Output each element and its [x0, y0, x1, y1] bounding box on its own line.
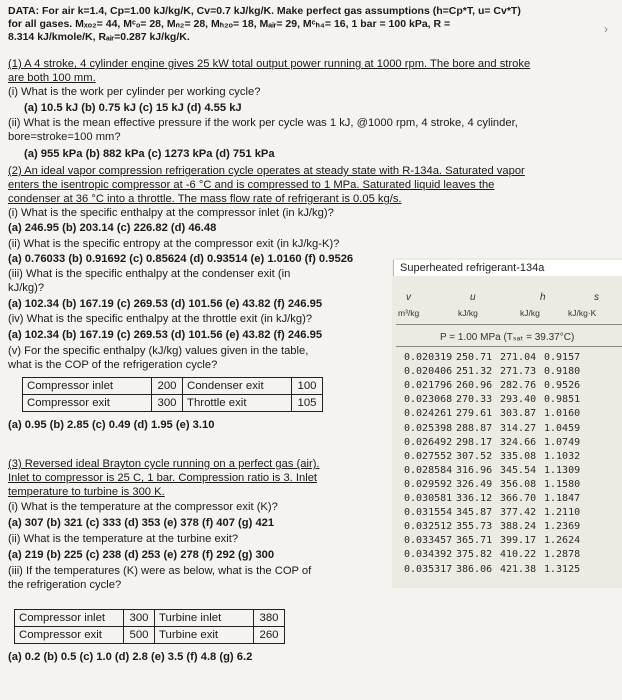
table-cell: 326.49 — [456, 478, 493, 490]
table-row — [15, 610, 285, 627]
table-cell: 365.71 — [456, 535, 493, 547]
table-row — [404, 408, 584, 419]
table-cell: 303.87 — [500, 408, 537, 420]
table-cell: 260 — [254, 627, 285, 644]
table-cell: 0.020319 — [404, 352, 453, 363]
table-cell: 1.1580 — [544, 478, 581, 490]
table-row — [404, 549, 584, 560]
table-row — [404, 352, 584, 363]
table-cell: 288.87 — [456, 422, 493, 434]
table-cell: 1.0749 — [544, 436, 581, 448]
q3-ii-answers: (a) 219 (b) 225 (c) 238 (d) 253 (e) 278 (f) 292 (g) 300 — [8, 549, 275, 561]
table-cell: 0.030581 — [404, 493, 453, 504]
table-cell: 0.024261 — [404, 408, 453, 420]
table-cell: 316.96 — [456, 464, 493, 476]
table-row — [404, 535, 584, 546]
q3-iii-question-line-1: (iii) If the temperatures (K) were as below, what is the COP of — [8, 565, 312, 577]
table-cell: 251.32 — [456, 366, 493, 378]
table-cell: 0.9851 — [544, 394, 581, 406]
table-cell: Compressor exit — [15, 627, 124, 644]
q2-enthalpy-table — [22, 377, 323, 412]
table-row — [404, 465, 584, 476]
q3-ii-question: (ii) What is the temperature at the turbine exit? — [8, 533, 239, 545]
table-cell: 314.27 — [500, 422, 537, 434]
table-row — [404, 380, 584, 391]
table-cell: 377.42 — [500, 507, 537, 519]
table-cell: 355.73 — [456, 521, 493, 533]
q2-v-question-line-2: what is the COP of the refrigeration cycle? — [8, 359, 218, 371]
q3-title-line-1: (3) Reversed ideal Brayton cycle running on a perfect gas (air). — [8, 458, 320, 470]
table-cell: 271.73 — [500, 366, 537, 378]
table-cell: 500 — [124, 627, 155, 644]
table-cell: 356.08 — [500, 478, 537, 490]
table-cell: 345.54 — [500, 464, 537, 476]
table-cell: 1.2110 — [544, 507, 581, 519]
table-cell: 293.40 — [500, 394, 537, 406]
q1-title-line-2: are both 100 mm. — [8, 72, 96, 84]
data-header-line-2: for all gases. Mₓₒ₂= 44, Mᶜₒ= 28, Mₙ₂= 28, Mₕ₂ₒ= 18, Mₐᵢᵣ= 29, Mᶜₕ₄= 16, 1 bar = 100 kPa, R = — [8, 18, 451, 30]
table-cell: 380 — [254, 610, 285, 627]
table-cell: 386.06 — [456, 563, 493, 575]
table-cell: 366.70 — [500, 493, 537, 504]
table-cell: 0.031554 — [404, 507, 453, 519]
table-cell: 336.12 — [456, 493, 493, 504]
table-row — [404, 521, 584, 532]
q2-i-answers: (a) 246.95 (b) 203.14 (c) 226.82 (d) 46.48 — [8, 222, 217, 234]
col-header-s: s — [594, 292, 599, 303]
table-cell: Turbine exit — [155, 627, 254, 644]
table-row — [404, 493, 584, 504]
table-cell: 0.032512 — [404, 521, 453, 533]
table-cell: 1.2624 — [544, 535, 581, 547]
q2-ii-answers: (a) 0.76033 (b) 0.91692 (c) 0.85624 (d) 0.93514 (e) 1.0160 (f) 0.9526 — [8, 253, 354, 265]
table-cell: 0.025398 — [404, 422, 453, 434]
q1-title-line-1: (1) A 4 stroke, 4 cylinder engine gives 25 kW total output power running at 1000 rpm. The bore and stroke — [8, 58, 531, 70]
table-row — [404, 507, 584, 518]
table-cell: 0.021796 — [404, 380, 453, 392]
table-cell: 345.87 — [456, 507, 493, 519]
table-cell: 0.035317 — [404, 563, 453, 575]
data-header-line-3: 8.314 kJ/kmole/K, Rₐᵢᵣ=0.287 kJ/kg/K. — [8, 31, 190, 43]
table-cell: 105 — [292, 395, 323, 412]
q2-iv-question: (iv) What is the specific enthalpy at the throttle exit (in kJ/kg)? — [8, 313, 313, 325]
table-divider — [396, 346, 622, 347]
table-cell: 271.04 — [500, 352, 537, 363]
table-cell: Throttle exit — [183, 395, 292, 412]
table-cell: 0.034392 — [404, 549, 453, 561]
table-row — [404, 479, 584, 490]
q3-iii-answers: (a) 0.2 (b) 0.5 (c) 1.0 (d) 2.8 (e) 3.5 (f) 4.8 (g) 6.2 — [8, 651, 253, 663]
q3-title-line-2: Inlet to compressor is 25 C, 1 bar. Compression ratio is 3. Inlet — [8, 472, 318, 484]
table-cell: 1.3125 — [544, 563, 581, 575]
col-header-h: h — [540, 292, 546, 303]
table-cell: 0.029592 — [404, 478, 453, 490]
table-cell: 335.08 — [500, 450, 537, 462]
table-cell: 0.9526 — [544, 380, 581, 392]
table-cell: 282.76 — [500, 380, 537, 392]
col-unit-h: kJ/kg — [520, 308, 540, 318]
col-unit-v: m³/kg — [398, 308, 420, 318]
q2-iii-question-line-2: kJ/kg)? — [8, 282, 45, 294]
data-header-line-1: DATA: For air k=1.4, Cp=1.00 kJ/kg/K, Cv=0.7 kJ/kg/K. Make perfect gas assumptions (h=Cp*T, u= Cv*T) — [8, 5, 521, 17]
q2-iii-answers: (a) 102.34 (b) 167.19 (c) 269.53 (d) 101.56 (e) 43.82 (f) 246.95 — [8, 298, 323, 310]
q2-iv-answers: (a) 102.34 (b) 167.19 (c) 269.53 (d) 101.56 (e) 43.82 (f) 246.95 — [8, 329, 323, 341]
table-cell: 0.026492 — [404, 436, 453, 448]
q3-title-line-3: temperature to turbine is 300 K. — [8, 486, 165, 498]
q1-i-question: (i) What is the work per cylinder per working cycle? — [8, 86, 261, 98]
table-cell: Compressor inlet — [15, 610, 124, 627]
q2-v-answers: (a) 0.95 (b) 2.85 (c) 0.49 (d) 1.95 (e) 3.10 — [8, 419, 215, 431]
chevron-right-icon: › — [604, 22, 608, 36]
q1-ii-answers: (a) 955 kPa (b) 882 kPa (c) 1273 kPa (d) 751 kPa — [24, 148, 275, 160]
col-unit-u: kJ/kg — [458, 308, 478, 318]
q2-title-line-3: condenser at 36 °C into a throttle. The mass flow rate of refrigerant is 0.05 kg/s. — [8, 193, 402, 205]
table-cell: Condenser exit — [183, 378, 292, 395]
table-cell: 421.38 — [500, 563, 537, 575]
table-cell: 1.1847 — [544, 493, 581, 504]
table-cell: 1.1309 — [544, 464, 581, 476]
table-cell: 1.0459 — [544, 422, 581, 434]
table-cell: 200 — [152, 378, 183, 395]
table-cell: 300 — [124, 610, 155, 627]
table-cell: 1.2369 — [544, 521, 581, 533]
table-cell: 270.33 — [456, 394, 493, 406]
table-cell: Turbine inlet — [155, 610, 254, 627]
q2-iii-question-line-1: (iii) What is the specific enthalpy at the condenser exit (in — [8, 268, 291, 280]
q2-v-question-line-1: (v) For the specific enthalpy (kJ/kg) values given in the table, — [8, 345, 309, 357]
col-header-u: u — [470, 292, 476, 303]
q1-i-answers: (a) 10.5 kJ (b) 0.75 kJ (c) 15 kJ (d) 4.55 kJ — [24, 102, 242, 114]
table-cell: Compressor inlet — [23, 378, 152, 395]
table-cell: 1.0160 — [544, 408, 581, 420]
table-cell: 0.033457 — [404, 535, 453, 547]
table-cell: 298.17 — [456, 436, 493, 448]
table-row — [404, 451, 584, 462]
q2-i-question: (i) What is the specific enthalpy at the compressor inlet (in kJ/kg)? — [8, 207, 334, 219]
table-cell: Compressor exit — [23, 395, 152, 412]
q2-ii-question: (ii) What is the specific entropy at the compressor exit (in kJ/kg-K)? — [8, 238, 340, 250]
superheated-table-title: Superheated refrigerant-134a — [393, 260, 622, 276]
table-cell: 0.9180 — [544, 366, 581, 378]
table-cell: 0.020406 — [404, 366, 453, 378]
table-cell: 260.96 — [456, 380, 493, 392]
pressure-label: P = 1.00 MPa (Tₛₐₜ = 39.37°C) — [440, 332, 575, 343]
q1-ii-question-line-1: (ii) What is the mean effective pressure if the work per cycle was 1 kJ, @1000 rpm, 4 stroke, 4 cylinder, — [8, 117, 518, 129]
q3-i-answers: (a) 307 (b) 321 (c) 333 (d) 353 (e) 378 (f) 407 (g) 421 — [8, 517, 275, 529]
table-row — [15, 627, 285, 644]
table-cell: 410.22 — [500, 549, 537, 561]
q2-title-line-2: enters the isentropic compressor at -6 °C and is compressed to 1 MPa. Saturated liquid leaves the — [8, 179, 495, 191]
q3-i-question: (i) What is the temperature at the compressor exit (K)? — [8, 501, 278, 513]
col-unit-s: kJ/kg·K — [568, 308, 597, 318]
table-row — [404, 423, 584, 434]
table-row — [404, 564, 584, 575]
q2-title-line-1: (2) An ideal vapor compression refrigeration cycle operates at steady state with R-134a. Saturated vapor — [8, 165, 525, 177]
table-row — [23, 395, 323, 412]
q1-ii-question-line-2: bore=stroke=100 mm? — [8, 131, 121, 143]
table-cell: 0.028584 — [404, 464, 453, 476]
table-cell: 1.2878 — [544, 549, 581, 561]
table-cell: 0.027552 — [404, 450, 453, 462]
table-row — [404, 437, 584, 448]
table-cell: 399.17 — [500, 535, 537, 547]
table-row — [23, 378, 323, 395]
table-cell: 100 — [292, 378, 323, 395]
table-cell: 307.52 — [456, 450, 493, 462]
table-cell: 250.71 — [456, 352, 493, 363]
table-cell: 388.24 — [500, 521, 537, 533]
table-cell: 0.9157 — [544, 352, 581, 363]
q3-temperature-table — [14, 609, 285, 644]
col-header-v: v — [406, 292, 411, 303]
table-row — [404, 366, 584, 377]
table-divider — [396, 324, 622, 325]
table-cell: 300 — [152, 395, 183, 412]
q3-iii-question-line-2: the refrigeration cycle? — [8, 579, 122, 591]
table-cell: 324.66 — [500, 436, 537, 448]
table-cell: 0.023068 — [404, 394, 453, 406]
table-cell: 375.82 — [456, 549, 493, 561]
table-cell: 279.61 — [456, 408, 493, 420]
table-row — [404, 394, 584, 405]
table-cell: 1.1032 — [544, 450, 581, 462]
